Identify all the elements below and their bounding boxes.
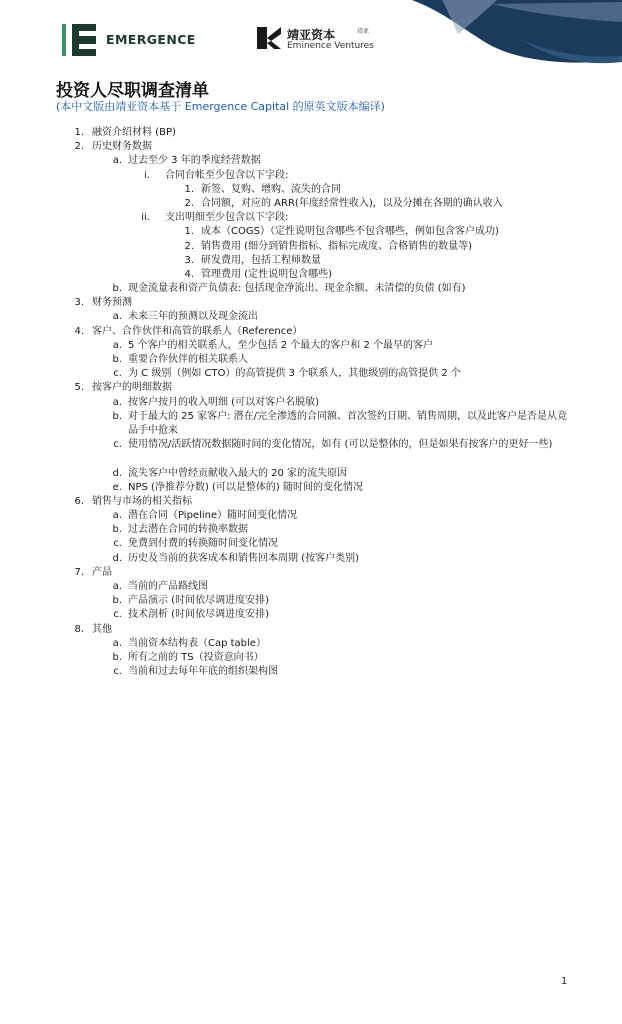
list-item: 8. 其他 [74,623,112,635]
list-item: 5. 按客户的明细数据 [74,382,172,394]
list-item: c. 为 C 级别（例如 CTO）的高管提供 3 个联系人，其他级别的高管提供 2 个 [113,368,461,380]
list-item: b. 对于最大的 25 家客户: 潜在/完全渗透的合同额、首次签约日期、销售周期，以及此客户是否是从竞品手中抢来 [112,410,567,436]
list-item: c. 使用情况/活跃情况数据随时间的变化情况，如有 (可以是整体的，但是如果有按客户的更好一些) [113,439,553,451]
list-item: 3. 研发费用，包括工程师数量 [184,254,321,266]
kinzon-logo-mark [257,25,283,51]
list-item: 4. 管理费用 (定性说明包含哪些) [184,268,332,280]
kinzon-logo-sup: 靖亚 [357,28,370,35]
list-item: c. 当前和过去每年年底的组织架构图 [113,666,278,678]
list-item: e. NPS (净推荐分数) (可以是整体的) 随时间的变化情况 [112,481,363,493]
list-item: 4. 客户、合作伙伴和高管的联系人（Reference） [74,325,303,337]
checklist [0,126,622,679]
emergence-logo-mark [62,24,96,56]
list-item: 2. 合同额，对应的 ARR(年度经常性收入)，以及分摊在各期的确认收入 [184,197,503,209]
emergence-logo-text: EMERGENCE [106,32,196,47]
list-item: a. 潜在合同（Pipeline）随时间变化情况 [112,510,298,522]
list-item: 2. 销售费用 (细分到销售指标、指标完成度、合格销售的数量等) [184,240,472,252]
list-item: c. 技术剖析 (时间依尽调进度安排) [113,609,269,621]
list-item: a. 未来三年的预测以及现金流出 [112,311,258,323]
list-item: ii. 支出明细至少包含以下字段: [141,212,289,224]
list-item: a. 过去至少 3 年的季度经营数据 [112,155,261,167]
kinzon-logo-cn: 靖亚资本 [287,28,336,42]
list-item: b. 所有之前的 TS（投资意向书） [112,651,264,663]
list-item: d. 历史及当前的获客成本和销售回本周期 (按客户类别) [112,552,359,564]
list-item: a. 按客户按月的收入明细 (可以对客户名脱敏) [112,396,319,408]
list-item: b. 重要合作伙伴的相关联系人 [112,354,248,365]
document-title: 投资人尽职调查清单 [56,81,209,101]
list-item: a. 当前资本结构表（Cap table） [112,637,266,649]
page-number: 1 [561,976,568,987]
list-item: 1. 成本（COGS）（定性说明包含哪些不包含哪些，例如包含客户成功) [184,226,499,238]
list-item: b. 过去潜在合同的转换率数据 [112,524,248,536]
kinzon-logo-en: Eminence Ventures [287,41,374,51]
list-item: a. 5 个客户的相关联系人，至少包括 2 个最大的客户和 2 个最早的客户 [112,339,433,351]
list-item: 3. 财务预测 [74,297,132,309]
list-item: 1. 新签、复购、增购、流失的合同 [184,183,341,195]
list-item: 6. 销售与市场的相关指标 [74,495,192,507]
list-item: b. 产品演示 (时间依尽调进度安排) [112,595,269,607]
page-header [0,0,622,70]
list-item: i. 合同台帐至少包含以下字段: [144,169,289,181]
list-item: b. 现金流量表和资产负债表: 包括现金净流出、现金余额、未清偿的负债 (如有) [112,283,466,295]
list-item: 2. 历史财务数据 [74,141,152,153]
document-subtitle: (本中文版由靖亚资本基于 Emergence Capital 的原英文版本编译) [56,100,385,113]
list-item: d. 流失客户中曾经贡献收入最大的 20 家的流失原因 [112,467,348,479]
list-item: c. 免费到付费的转换随时间变化情况 [113,538,278,550]
header-swoosh-graphic [372,0,622,70]
list-item: a. 当前的产品路线图 [112,581,208,593]
list-item: 7. 产品 [74,566,112,578]
list-item: 1. 融资介绍材料 (BP) [74,127,176,138]
